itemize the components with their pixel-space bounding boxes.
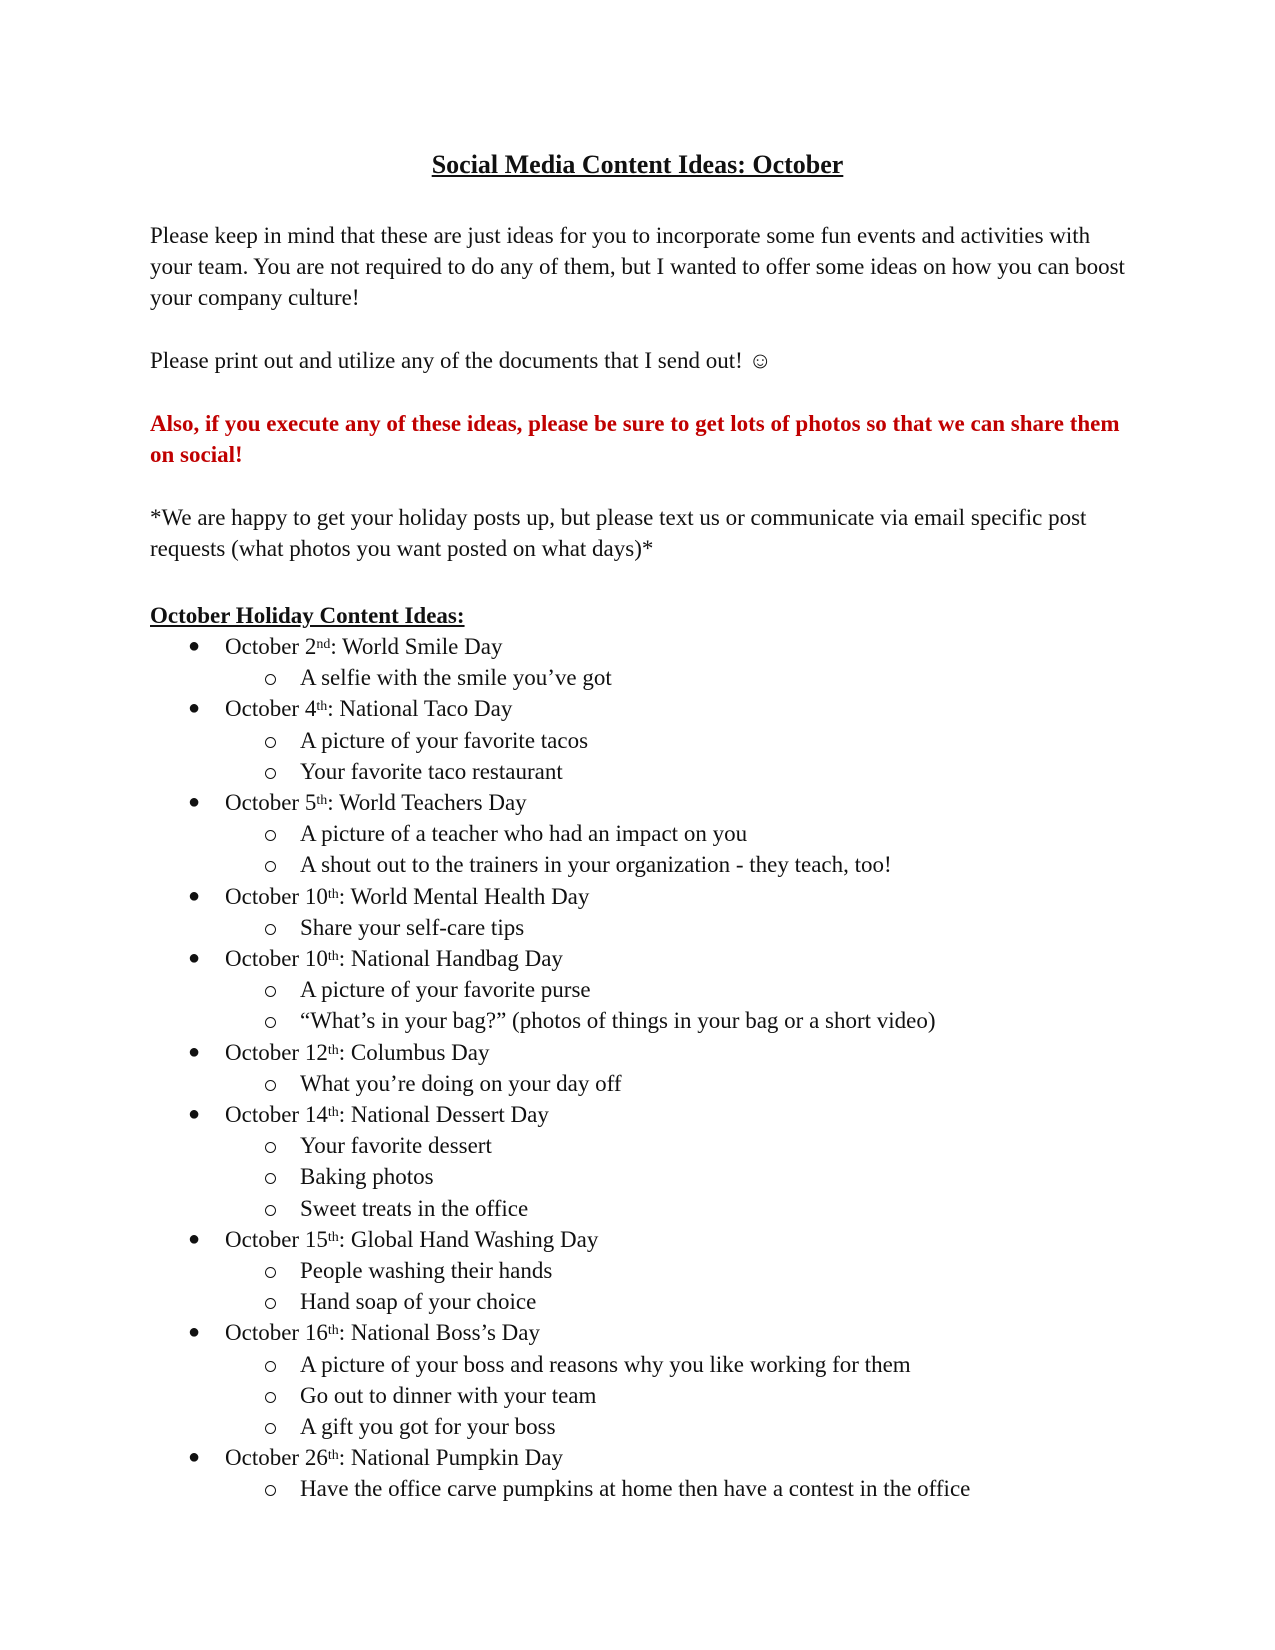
bullet-icon: ● bbox=[188, 1446, 201, 1469]
holiday-name: : World Teachers Day bbox=[327, 790, 527, 816]
hollow-bullet-icon bbox=[265, 1142, 276, 1153]
idea-text: A picture of a teacher who had an impact on you bbox=[300, 821, 748, 847]
hollow-bullet-icon bbox=[265, 1173, 276, 1184]
holiday-name: : Columbus Day bbox=[338, 1039, 490, 1065]
idea-list bbox=[150, 1473, 1125, 1504]
holiday-date: October 12 bbox=[225, 1039, 328, 1065]
idea-item bbox=[150, 1286, 1125, 1317]
hollow-bullet-icon bbox=[265, 1392, 276, 1403]
idea-item bbox=[150, 1130, 1125, 1161]
idea-item bbox=[150, 1005, 1125, 1036]
holiday-line bbox=[150, 1037, 1125, 1068]
hollow-bullet-icon bbox=[265, 861, 276, 872]
holiday-date: October 10 bbox=[225, 946, 328, 972]
hollow-bullet-icon bbox=[265, 1485, 276, 1496]
bullet-icon: ● bbox=[188, 1040, 201, 1063]
idea-text: A picture of your favorite tacos bbox=[300, 727, 589, 753]
bullet-icon: ● bbox=[188, 791, 201, 814]
idea-text: A gift you got for your boss bbox=[300, 1414, 556, 1440]
idea-text: A selfie with the smile you’ve got bbox=[300, 665, 612, 691]
holiday-line bbox=[150, 787, 1125, 818]
hollow-bullet-icon bbox=[265, 1298, 276, 1309]
intro-paragraph: Please keep in mind that these are just ideas for you to incorporate some fun events and activities with your team. You are not required to do any of them, but I wanted to offer some ideas on how you can boost your company culture! bbox=[150, 223, 1125, 310]
idea-text: A shout out to the trainers in your organization - they teach, too! bbox=[300, 852, 892, 878]
holiday-date-suffix: th bbox=[327, 1105, 339, 1121]
holiday-item bbox=[150, 943, 1125, 1037]
hollow-bullet-icon bbox=[265, 986, 276, 997]
holiday-name: : National Dessert Day bbox=[338, 1102, 549, 1128]
bullet-icon: ● bbox=[188, 1103, 201, 1126]
holiday-date-suffix: th bbox=[327, 1042, 339, 1058]
holiday-item bbox=[150, 1099, 1125, 1224]
holiday-line bbox=[150, 1442, 1125, 1473]
idea-item bbox=[150, 1380, 1125, 1411]
hollow-bullet-icon bbox=[265, 737, 276, 748]
photo-note-paragraph: Also, if you execute any of these ideas, please be sure to get lots of photos so that we can share them on social! bbox=[150, 411, 1120, 467]
bullet-icon: ● bbox=[188, 884, 201, 907]
idea-item bbox=[150, 818, 1125, 849]
holiday-line bbox=[150, 1224, 1125, 1255]
idea-item bbox=[150, 849, 1125, 880]
holiday-item bbox=[150, 881, 1125, 943]
idea-list bbox=[150, 1349, 1125, 1443]
section-heading: October Holiday Content Ideas: bbox=[150, 603, 465, 628]
print-note-paragraph: Please print out and utilize any of the documents that I send out! ☺ bbox=[150, 348, 772, 373]
idea-item bbox=[150, 974, 1125, 1005]
holiday-date: October 14 bbox=[225, 1102, 328, 1128]
holiday-date: October 5 bbox=[225, 790, 317, 816]
hollow-bullet-icon bbox=[265, 1205, 276, 1216]
holiday-date-suffix: th bbox=[327, 1229, 339, 1245]
holiday-date: October 4 bbox=[225, 696, 317, 722]
holiday-item bbox=[150, 787, 1125, 881]
holiday-date-suffix: th bbox=[327, 1448, 339, 1464]
holiday-note-paragraph: *We are happy to get your holiday posts up, but please text us or communicate via email specific post requests (what photos you want posted on what days)* bbox=[150, 505, 1087, 561]
holiday-line bbox=[150, 1099, 1125, 1130]
idea-text: Share your self-care tips bbox=[300, 914, 525, 940]
idea-text: Hand soap of your choice bbox=[300, 1289, 537, 1315]
bullet-icon: ● bbox=[188, 1321, 201, 1344]
idea-list bbox=[150, 818, 1125, 880]
idea-item bbox=[150, 1349, 1125, 1380]
holiday-line bbox=[150, 943, 1125, 974]
holiday-date: October 15 bbox=[225, 1226, 328, 1252]
idea-text: A picture of your favorite purse bbox=[300, 977, 591, 1003]
holiday-date-suffix: nd bbox=[316, 637, 331, 652]
hollow-bullet-icon bbox=[265, 1017, 276, 1028]
holiday-item bbox=[150, 631, 1125, 693]
holiday-name: : World Mental Health Day bbox=[338, 883, 590, 909]
idea-list bbox=[150, 974, 1125, 1036]
holiday-date-suffix: th bbox=[327, 1323, 339, 1339]
hollow-bullet-icon bbox=[265, 924, 276, 935]
idea-item bbox=[150, 662, 1125, 693]
holiday-item bbox=[150, 1442, 1125, 1504]
hollow-bullet-icon bbox=[265, 1267, 276, 1278]
holiday-line bbox=[150, 1317, 1125, 1348]
idea-list bbox=[150, 1068, 1125, 1099]
holiday-date-suffix: th bbox=[316, 699, 328, 715]
holiday-name: : National Handbag Day bbox=[338, 946, 563, 972]
holiday-date-suffix: th bbox=[327, 886, 339, 902]
idea-text: People washing their hands bbox=[300, 1258, 553, 1284]
idea-text: Your favorite taco restaurant bbox=[300, 758, 563, 784]
holiday-line bbox=[150, 693, 1125, 724]
idea-item bbox=[150, 1161, 1125, 1192]
idea-item bbox=[150, 1411, 1125, 1442]
idea-item bbox=[150, 1255, 1125, 1286]
holiday-name: : National Taco Day bbox=[327, 696, 513, 722]
idea-item bbox=[150, 756, 1125, 787]
holiday-item bbox=[150, 1224, 1125, 1318]
idea-text: “What’s in your bag?” (photos of things in your bag or a short video) bbox=[300, 1008, 936, 1034]
holiday-date: October 16 bbox=[225, 1320, 328, 1346]
holiday-item bbox=[150, 1317, 1125, 1442]
document-title: Social Media Content Ideas: October bbox=[431, 150, 844, 179]
holiday-date: October 10 bbox=[225, 883, 328, 909]
hollow-bullet-icon bbox=[265, 1423, 276, 1434]
holiday-date-suffix: th bbox=[327, 949, 339, 965]
idea-list bbox=[150, 662, 1125, 693]
idea-item bbox=[150, 1068, 1125, 1099]
holiday-name: : World Smile Day bbox=[330, 634, 503, 659]
holiday-list bbox=[150, 631, 1125, 1505]
idea-list bbox=[150, 1255, 1125, 1317]
hollow-bullet-icon bbox=[265, 830, 276, 841]
idea-list bbox=[150, 1130, 1125, 1224]
hollow-bullet-icon bbox=[265, 1080, 276, 1091]
idea-item bbox=[150, 1473, 1125, 1504]
holiday-line bbox=[150, 631, 1125, 662]
bullet-icon: ● bbox=[188, 1227, 201, 1250]
holiday-name: : National Boss’s Day bbox=[338, 1320, 540, 1346]
bullet-icon: ● bbox=[188, 697, 201, 720]
hollow-bullet-icon bbox=[265, 1361, 276, 1372]
holiday-date-suffix: th bbox=[316, 793, 328, 809]
idea-item bbox=[150, 912, 1125, 943]
idea-text: Your favorite dessert bbox=[300, 1133, 492, 1159]
idea-item bbox=[150, 1193, 1125, 1224]
holiday-name: : Global Hand Washing Day bbox=[338, 1226, 599, 1252]
idea-text: What you’re doing on your day off bbox=[300, 1070, 622, 1096]
holiday-date: October 2 bbox=[225, 634, 317, 659]
holiday-name: : National Pumpkin Day bbox=[338, 1445, 563, 1471]
holiday-item bbox=[150, 693, 1125, 787]
holiday-item bbox=[150, 1037, 1125, 1099]
idea-item bbox=[150, 725, 1125, 756]
idea-list bbox=[150, 912, 1125, 943]
bullet-icon: ● bbox=[188, 947, 201, 970]
hollow-bullet-icon bbox=[265, 768, 276, 779]
bullet-icon: ● bbox=[188, 635, 201, 657]
holiday-date: October 26 bbox=[225, 1445, 328, 1471]
idea-text: Have the office carve pumpkins at home then have a contest in the office bbox=[300, 1476, 971, 1502]
idea-text: Go out to dinner with your team bbox=[300, 1382, 597, 1408]
idea-text: Baking photos bbox=[300, 1164, 434, 1190]
holiday-line bbox=[150, 881, 1125, 912]
idea-text: Sweet treats in the office bbox=[300, 1195, 529, 1221]
idea-text: A picture of your boss and reasons why you like working for them bbox=[300, 1351, 911, 1377]
hollow-bullet-icon bbox=[265, 674, 276, 685]
idea-list bbox=[150, 725, 1125, 787]
